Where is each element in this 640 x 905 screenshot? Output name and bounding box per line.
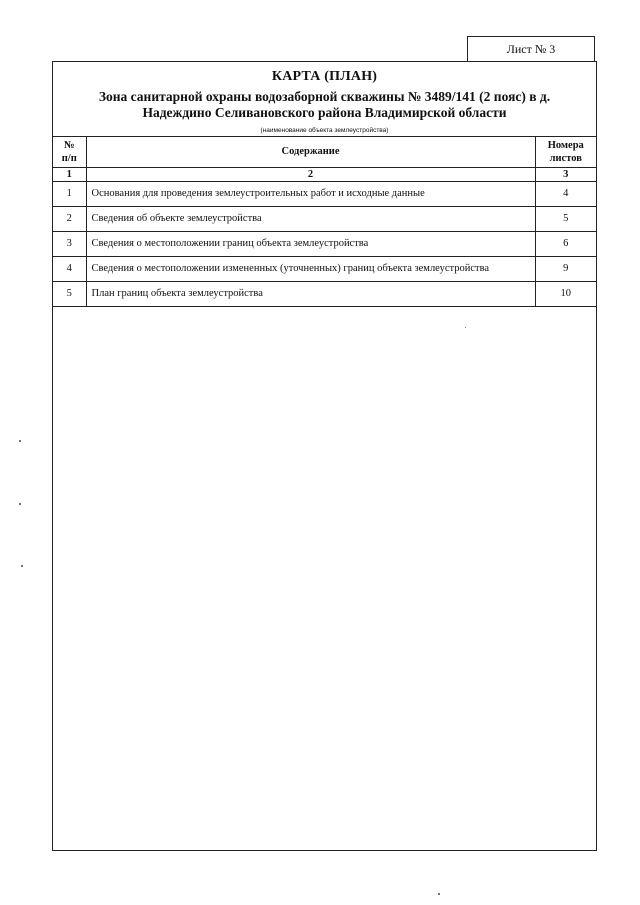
row-number: 4 xyxy=(53,256,86,281)
column-header-number xyxy=(53,137,86,167)
table-row xyxy=(53,231,596,256)
subtitle-line-1: Зона санитарной охраны водозаборной скважины № 3489/141 (2 пояс) в д. xyxy=(98,89,551,104)
document-title: КАРТА (ПЛАН) xyxy=(271,69,378,84)
row-number: 5 xyxy=(53,281,86,306)
row-content: Основания для проведения землеустроительных работ и исходные данные xyxy=(86,181,535,206)
column-header-content: Содержание xyxy=(86,137,535,167)
column-index-2: 2 xyxy=(86,167,535,181)
scan-speck xyxy=(19,440,21,442)
object-name-caption: (наименование объекта землеустройства) xyxy=(260,127,389,134)
scan-speck xyxy=(21,565,23,567)
column-index-row xyxy=(53,167,596,181)
document-frame xyxy=(52,61,597,851)
row-pages: 6 xyxy=(535,231,596,256)
table-header-row xyxy=(53,137,596,167)
column-index-3: 3 xyxy=(535,167,596,181)
row-pages: 10 xyxy=(535,281,596,306)
column-header-pages xyxy=(535,137,596,167)
row-content: Сведения об объекте землеустройства xyxy=(86,206,535,231)
scan-speck xyxy=(465,327,466,328)
row-content: Сведения о местоположении измененных (уточненных) границ объекта землеустройства xyxy=(86,256,535,281)
row-number: 2 xyxy=(53,206,86,231)
sheet-number-label xyxy=(467,36,595,61)
table-row xyxy=(53,281,596,306)
subtitle-line-2: Надеждино Селивановского района Владимирской области xyxy=(142,105,507,120)
column-header-pages-line1: Номера xyxy=(547,139,584,151)
table-row xyxy=(53,181,596,206)
row-number: 3 xyxy=(53,231,86,256)
row-pages: 9 xyxy=(535,256,596,281)
contents-table xyxy=(53,137,596,307)
table-row xyxy=(53,206,596,231)
column-header-number-line2: п/п xyxy=(61,152,77,164)
row-content: Сведения о местоположении границ объекта землеустройства xyxy=(86,231,535,256)
column-header-pages-line2: листов xyxy=(549,152,582,164)
row-pages: 4 xyxy=(535,181,596,206)
column-index-1: 1 xyxy=(53,167,86,181)
document-header xyxy=(53,62,596,137)
column-header-number-line1: № xyxy=(63,139,75,151)
table-row xyxy=(53,256,596,281)
row-content: План границ объекта землеустройства xyxy=(86,281,535,306)
scan-speck xyxy=(438,893,440,895)
document-subtitle xyxy=(53,89,596,121)
row-number: 1 xyxy=(53,181,86,206)
row-pages: 5 xyxy=(535,206,596,231)
scan-speck xyxy=(19,503,21,505)
sheet-number-text: Лист № 3 xyxy=(506,41,556,56)
